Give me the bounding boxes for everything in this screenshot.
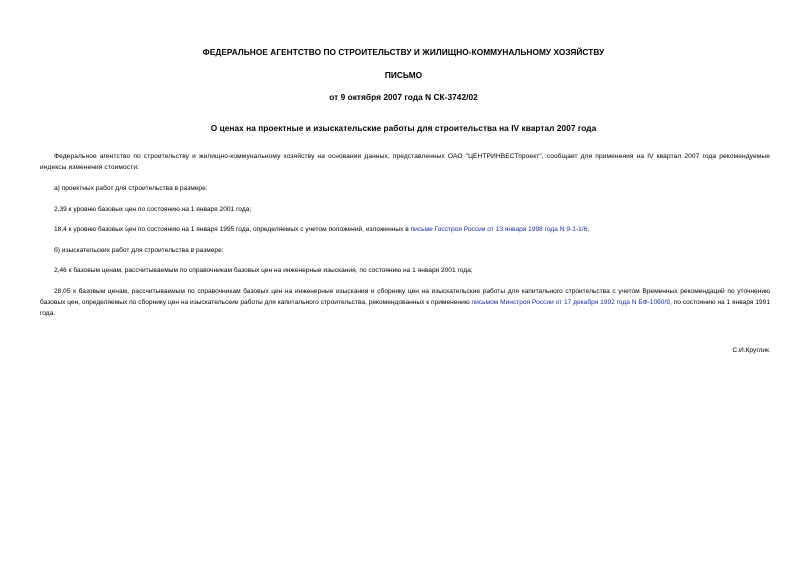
paragraph-a-index-1995-text: 18,4 к уровню базовых цен по состоянию на 1 января 1995 года, определяемых с учетом положений, изложенных в (54, 226, 411, 233)
document-date-number: от 9 октября 2007 года N СК-3742/02 (329, 92, 478, 102)
paragraph-a-index-1995 (40, 224, 770, 235)
document-title: О ценах на проектные и изыскательские работы для строительства на IV квартал 2007 года (210, 123, 597, 133)
paragraph-b-index-1991-text: 28,05 к базовым ценам, рассчитываемым по справочникам базовых цен на инженерные изыскания и сборнику цен на изыскательские работы для капитального строительства с учетом Временных рекомендаций по уточнению базовых цен, определяемых по сборнику цен на изыскательские работы для капитального строительства, рекомендованных к применению (40, 288, 770, 306)
signature: С.И.Круглик (732, 347, 769, 354)
gosstroy-letter-link[interactable]: письме Госстроя России от 13 января 1998 года N 9-1-1/6 (410, 226, 588, 233)
document-type: ПИСЬМО (384, 70, 423, 80)
paragraph-a: а) проектных работ для строительства в размере: (54, 185, 208, 192)
paragraph-a-index-1995-end: ; (587, 226, 590, 233)
paragraph-b: б) изыскательских работ для строительства в размере: (54, 247, 224, 254)
paragraph-a-index-2001: 2,39 к уровню базовых цен по состоянию на 1 января 2001 года; (54, 206, 252, 213)
paragraph-b-index-1991-end: , по состоянию на 1 января 1991 года. (40, 299, 770, 317)
minstroy-letter-link[interactable]: письмом Минстроя России от 17 декабря 1992 года N БФ-1060/9 (471, 299, 670, 306)
paragraph-b-index-2001: 2,46 к базовым ценам, рассчитываемым по справочникам базовых цен на инженерные изыскания, по состоянию на 1 января 2001 года; (54, 267, 473, 274)
paragraph-b-index-1991 (40, 286, 770, 319)
paragraph-intro: Федеральное агентство по строительству и жилищно-коммунальному хозяйству на основании данных, представленных ОАО "ЦЕНТРИНВЕСТпроект", сообщает для применения на IV квартал 2007 года рекомендуемые индексы изменения стоимости: (40, 153, 770, 171)
agency-heading: ФЕДЕРАЛЬНОЕ АГЕНТСТВО ПО СТРОИТЕЛЬСТВУ И ЖИЛИЩНО-КОММУНАЛЬНОМУ ХОЗЯЙСТВУ (202, 47, 605, 57)
